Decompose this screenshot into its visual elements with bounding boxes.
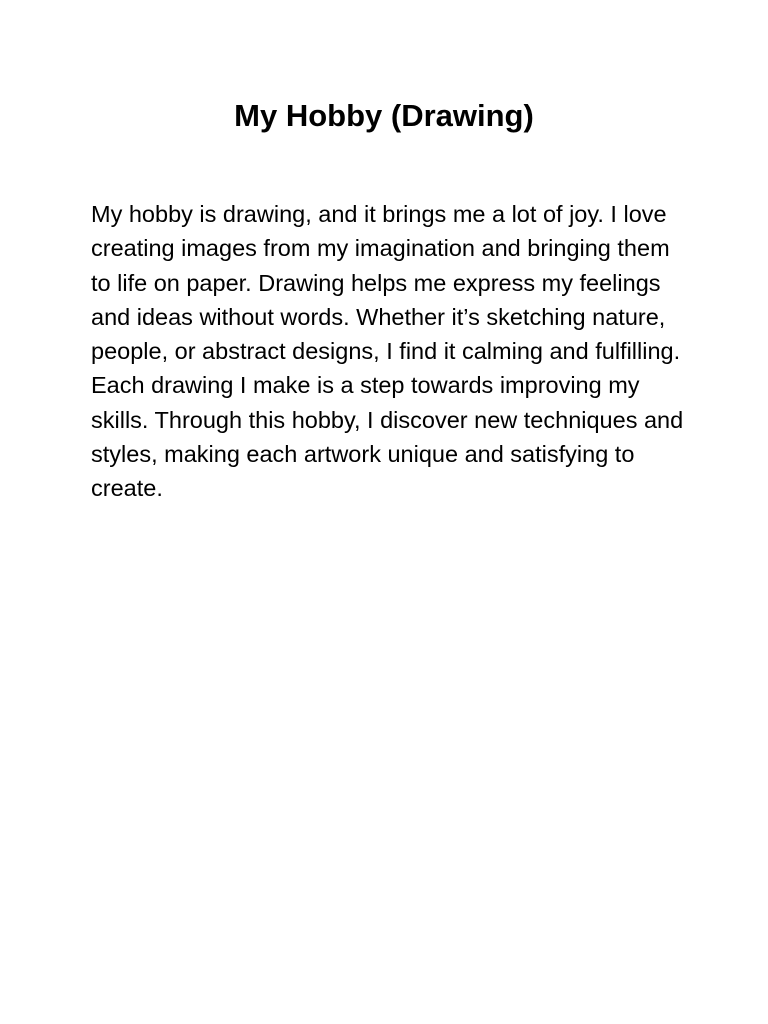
paragraph-line: people, or abstract designs, I find it calming and fulfilling. (91, 338, 681, 365)
paragraph-line: creating images from my imagination and bringing them (91, 235, 670, 262)
paragraph-line: skills. Through this hobby, I discover new techniques and (91, 406, 684, 433)
paragraph-line: and ideas without words. Whether it’s sketching nature, (91, 303, 666, 330)
paragraph-line: My hobby is drawing, and it brings me a lot of joy. I love (91, 201, 667, 227)
paragraph-line: Each drawing I make is a step towards improving my (91, 372, 640, 399)
paragraph-line: create. (91, 475, 163, 502)
paragraph-line: styles, making each artwork unique and satisfying to (91, 441, 635, 468)
body-paragraph (91, 197, 691, 506)
page-title: My Hobby (Drawing) (234, 98, 534, 133)
paragraph-line: to life on paper. Drawing helps me express my feelings (91, 269, 661, 296)
